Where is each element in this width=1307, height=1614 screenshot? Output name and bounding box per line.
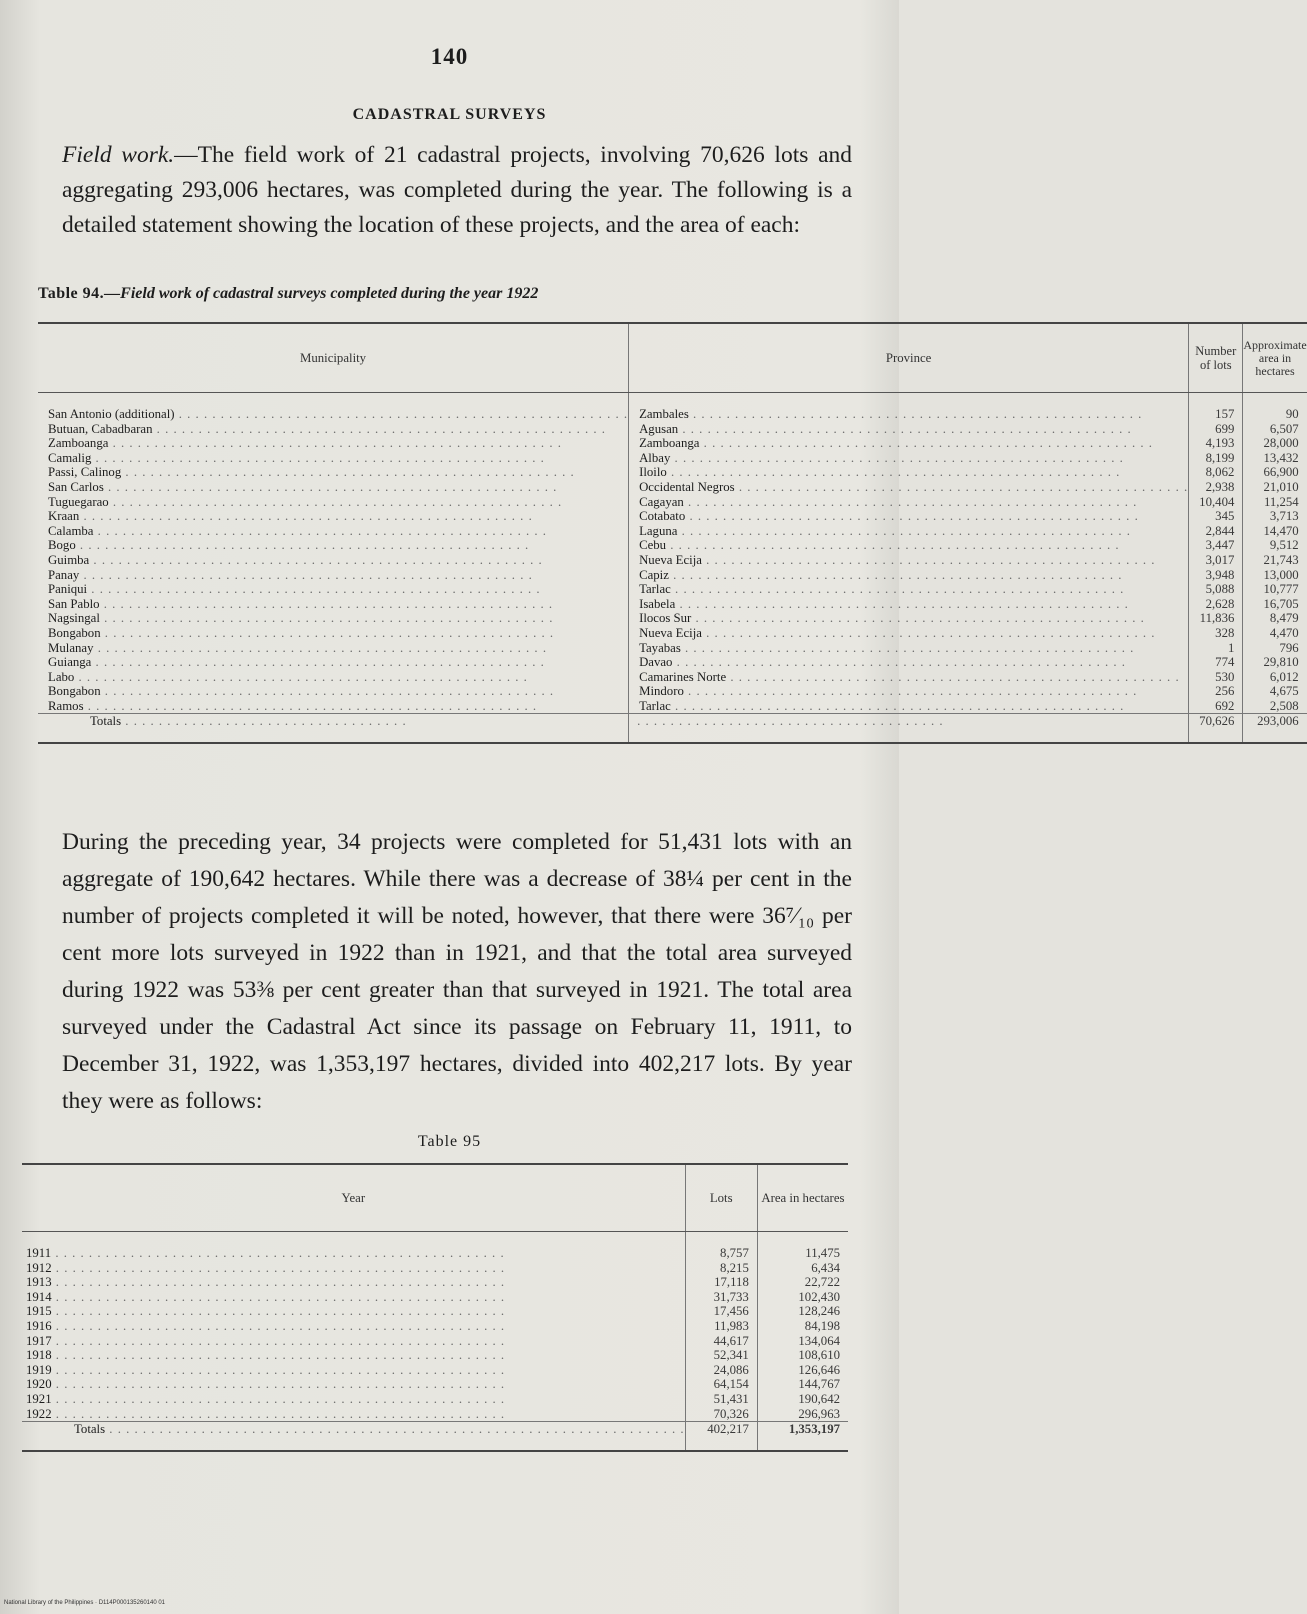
municipality-cell: Calamba . . . . . . . . . . . . . . . . . . . . . . . . . . . . . . . . . . . . . . . . . . . . . . . . . . . . . . xyxy=(48,523,547,538)
lots-cell: 2,938 xyxy=(1205,479,1235,494)
totals-lots: 402,217 xyxy=(685,1422,757,1452)
municipality-cell: Zamboanga . . . . . . . . . . . . . . . . . . . . . . . . . . . . . . . . . . . . . . . . . . . . . . . . . . . . . . xyxy=(48,436,562,451)
area-cell: 28,000 xyxy=(1263,436,1299,451)
province-cell: Capiz . . . . . . . . . . . . . . . . . . . . . . . . . . . . . . . . . . . . . . . . . . . . . . . . . . . . . . xyxy=(639,567,1123,582)
year-cell: 1921 . . . . . . . . . . . . . . . . . . . . . . . . . . . . . . . . . . . . . . . . . . . . . . . . . . . . . . xyxy=(26,1391,506,1406)
area-cell: 90 xyxy=(1285,407,1299,421)
area-cell: 2,508 xyxy=(1269,698,1299,713)
totals-area: 293,006 xyxy=(1243,714,1307,744)
municipality-cell: Nagsingal . . . . . . . . . . . . . . . . . . . . . . . . . . . . . . . . . . . . . . . . . . . . . . . . . . . . . . xyxy=(48,611,554,626)
header-lots: Lots xyxy=(685,1164,757,1232)
lots-cell: 157 xyxy=(1215,407,1235,421)
municipality-cell: Bogo . . . . . . . . . . . . . . . . . . . . . . . . . . . . . . . . . . . . . . . . . . . . . . . . . . . . . . xyxy=(48,538,530,553)
year-cell: 1914 . . . . . . . . . . . . . . . . . . . . . . . . . . . . . . . . . . . . . . . . . . . . . . . . . . . . . . xyxy=(26,1289,506,1304)
province-cell: Occidental Negros . . . . . . . . . . . . . . . . . . . . . . . . . . . . . . . . . . . . . . . . . . . . . . . . . . . . . . xyxy=(639,479,1189,494)
year-cell: 1915 . . . . . . . . . . . . . . . . . . . . . . . . . . . . . . . . . . . . . . . . . . . . . . . . . . . . . . xyxy=(26,1304,506,1319)
page-number: 140 xyxy=(430,44,469,69)
area-cell: 796 xyxy=(1279,640,1299,655)
municipality-cell: Labo . . . . . . . . . . . . . . . . . . . . . . . . . . . . . . . . . . . . . . . . . . . . . . . . . . . . . . xyxy=(48,669,528,684)
lots-cell: 8,757 xyxy=(720,1246,749,1260)
lots-cell: 64,154 xyxy=(713,1377,749,1392)
area-cell: 102,430 xyxy=(798,1289,840,1304)
municipality-cell: Kraan . . . . . . . . . . . . . . . . . . . . . . . . . . . . . . . . . . . . . . . . . . . . . . . . . . . . . . xyxy=(48,509,533,524)
area-cell: 126,646 xyxy=(798,1362,840,1377)
lots-cell: 1 xyxy=(1227,640,1235,655)
totals-label: Totals . . . . . . . . . . . . . . . . . . . . . . . . . . . . . . . . . . xyxy=(38,714,629,744)
area-cell: 11,475 xyxy=(805,1246,840,1260)
year-cell: 1916 . . . . . . . . . . . . . . . . . . . . . . . . . . . . . . . . . . . . . . . . . . . . . . . . . . . . . . xyxy=(26,1318,506,1333)
area-cell: 13,432 xyxy=(1263,450,1299,465)
lots-cell: 11,836 xyxy=(1199,611,1235,626)
lots-cell: 774 xyxy=(1215,655,1235,670)
lots-cell: 11,983 xyxy=(714,1318,749,1333)
province-cell: Nueva Ecija . . . . . . . . . . . . . . . . . . . . . . . . . . . . . . . . . . . . . . . . . . . . . . . . . . . . . . xyxy=(639,625,1156,640)
municipality-column xyxy=(38,393,629,714)
area-cell: 6,507 xyxy=(1269,421,1299,436)
lots-cell: 2,628 xyxy=(1205,596,1235,611)
paragraph-preceding-year: During the preceding year, 34 projects were completed for 51,431 lots with an aggregate of 190,642 hectares. While there was a decrease of 38¼ per cent in the number of projects completed it will be noted, however, that there were 36⁷⁄₁₀ per cent more lots surveyed in 1922 than in 1921, and that the total area surveyed during 1922 was 53⅜ per cent greater than that surveyed in 1921. The total area surveyed under the Cadastral Act since its passage on February 11, 1911, to December 31, 1922, was 1,353,197 hectares, divided into 402,217 lots. By year they were as follows: xyxy=(62,829,852,1114)
municipality-cell: Mulanay . . . . . . . . . . . . . . . . . . . . . . . . . . . . . . . . . . . . . . . . . . . . . . . . . . . . . . xyxy=(48,640,548,655)
municipality-cell: Tuguegarao . . . . . . . . . . . . . . . . . . . . . . . . . . . . . . . . . . . . . . . . . . . . . . . . . . . . . . xyxy=(48,494,563,509)
area-cell: 6,434 xyxy=(811,1260,840,1275)
municipality-cell: Guimba . . . . . . . . . . . . . . . . . . . . . . . . . . . . . . . . . . . . . . . . . . . . . . . . . . . . . . xyxy=(48,552,543,567)
totals-area: 1,353,197 xyxy=(757,1422,848,1452)
lots-cell: 3,017 xyxy=(1205,552,1235,567)
area-cell: 144,767 xyxy=(798,1377,840,1392)
lots-cell: 52,341 xyxy=(713,1348,749,1363)
header-province: Province xyxy=(629,323,1189,393)
lots-cell: 4,193 xyxy=(1205,436,1235,451)
municipality-cell: Guianga . . . . . . . . . . . . . . . . . . . . . . . . . . . . . . . . . . . . . . . . . . . . . . . . . . . . . . xyxy=(48,655,545,670)
province-cell: Tayabas . . . . . . . . . . . . . . . . . . . . . . . . . . . . . . . . . . . . . . . . . . . . . . . . . . . . . . xyxy=(639,640,1135,655)
municipality-cell: San Pablo . . . . . . . . . . . . . . . . . . . . . . . . . . . . . . . . . . . . . . . . . . . . . . . . . . . . . . xyxy=(48,596,554,611)
year-cell: 1922 . . . . . . . . . . . . . . . . . . . . . . . . . . . . . . . . . . . . . . . . . . . . . . . . . . . . . . xyxy=(26,1406,506,1421)
municipality-cell: Ramos . . . . . . . . . . . . . . . . . . . . . . . . . . . . . . . . . . . . . . . . . . . . . . . . . . . . . . xyxy=(48,698,538,713)
province-cell: Cebu . . . . . . . . . . . . . . . . . . . . . . . . . . . . . . . . . . . . . . . . . . . . . . . . . . . . . . xyxy=(639,538,1120,553)
province-cell: Cotabato . . . . . . . . . . . . . . . . . . . . . . . . . . . . . . . . . . . . . . . . . . . . . . . . . . . . . . xyxy=(639,509,1139,524)
municipality-cell: Butuan, Cabadbaran . . . . . . . . . . . . . . . . . . . . . . . . . . . . . . . . . . . . . . . . . . . . . . . . . . . . . . xyxy=(48,421,606,436)
table-94-title: —Field work of cadastral surveys completed during the year 1922 xyxy=(104,285,539,302)
area-cell: 11,254 xyxy=(1263,494,1299,509)
paragraph-field-work xyxy=(62,138,852,243)
lots-cell: 17,118 xyxy=(714,1275,749,1290)
province-cell: Albay . . . . . . . . . . . . . . . . . . . . . . . . . . . . . . . . . . . . . . . . . . . . . . . . . . . . . . xyxy=(639,450,1124,465)
municipality-cell: Panay . . . . . . . . . . . . . . . . . . . . . . . . . . . . . . . . . . . . . . . . . . . . . . . . . . . . . . xyxy=(48,567,533,582)
lots-cell: 328 xyxy=(1215,625,1235,640)
lots-cell: 70,326 xyxy=(713,1406,749,1421)
area-cell: 128,246 xyxy=(798,1304,840,1319)
table-94-caption xyxy=(38,285,858,303)
province-cell: Laguna . . . . . . . . . . . . . . . . . . . . . . . . . . . . . . . . . . . . . . . . . . . . . . . . . . . . . . xyxy=(639,523,1131,538)
year-cell: 1912 . . . . . . . . . . . . . . . . . . . . . . . . . . . . . . . . . . . . . . . . . . . . . . . . . . . . . . xyxy=(26,1260,506,1275)
lots-cell: 345 xyxy=(1215,509,1235,524)
province-cell: Cagayan . . . . . . . . . . . . . . . . . . . . . . . . . . . . . . . . . . . . . . . . . . . . . . . . . . . . . . xyxy=(639,494,1138,509)
table-95-caption: Table 95 xyxy=(417,1133,482,1150)
area-cell: 3,713 xyxy=(1269,509,1299,524)
province-cell: Tarlac . . . . . . . . . . . . . . . . . . . . . . . . . . . . . . . . . . . . . . . . . . . . . . . . . . . . . . xyxy=(639,582,1125,597)
table-94-label: Table 94. xyxy=(38,285,105,302)
province-cell: Zamboanga . . . . . . . . . . . . . . . . . . . . . . . . . . . . . . . . . . . . . . . . . . . . . . . . . . . . . . xyxy=(639,436,1153,451)
footer-archive-stamp: National Library of the Philippines · D114P000135260140 01 xyxy=(4,1600,166,1606)
year-cell: 1920 . . . . . . . . . . . . . . . . . . . . . . . . . . . . . . . . . . . . . . . . . . . . . . . . . . . . . . xyxy=(26,1377,506,1392)
lots-column xyxy=(1189,393,1243,714)
totals-label: Totals . . . . . . . . . . . . . . . . . . . . . . . . . . . . . . . . . . . . . . . . . . . . . . . . . . . . . . . . . . . . . . . . . . . . . xyxy=(22,1422,685,1452)
header-year: Year xyxy=(22,1164,685,1232)
totals-lots: 70,626 xyxy=(1189,714,1243,744)
lots-cell: 8,062 xyxy=(1205,465,1235,480)
header-area-in-hectares: Area in hectares xyxy=(757,1164,848,1232)
lots-cell: 10,404 xyxy=(1199,494,1235,509)
lots-cell: 2,844 xyxy=(1205,523,1235,538)
province-column xyxy=(629,393,1189,714)
area-cell: 4,470 xyxy=(1269,625,1299,640)
province-cell: Davao . . . . . . . . . . . . . . . . . . . . . . . . . . . . . . . . . . . . . . . . . . . . . . . . . . . . . . xyxy=(639,655,1126,670)
province-cell: Ilocos Sur . . . . . . . . . . . . . . . . . . . . . . . . . . . . . . . . . . . . . . . . . . . . . . . . . . . . . . xyxy=(639,611,1145,626)
year-cell: 1913 . . . . . . . . . . . . . . . . . . . . . . . . . . . . . . . . . . . . . . . . . . . . . . . . . . . . . . xyxy=(26,1275,506,1290)
lots-cell: 256 xyxy=(1215,684,1235,699)
year-cell: 1911 . . . . . . . . . . . . . . . . . . . . . . . . . . . . . . . . . . . . . . . . . . . . . . . . . . . . . . xyxy=(26,1246,505,1260)
municipality-cell: Bongabon . . . . . . . . . . . . . . . . . . . . . . . . . . . . . . . . . . . . . . . . . . . . . . . . . . . . . . xyxy=(48,625,555,640)
lots-cell: 3,948 xyxy=(1205,567,1235,582)
municipality-cell: San Antonio (additional) . . . . . . . . . . . . . . . . . . . . . . . . . . . . . . . . . . . . . . . . . . . . . . . . . . . . . . xyxy=(48,407,629,421)
area-cell: 6,012 xyxy=(1269,669,1299,684)
area-cell: 296,963 xyxy=(798,1406,840,1421)
lots-cell: 530 xyxy=(1215,669,1235,684)
area-cell: 134,064 xyxy=(798,1333,840,1348)
area-cell: 21,010 xyxy=(1263,479,1299,494)
province-cell: Tarlac . . . . . . . . . . . . . . . . . . . . . . . . . . . . . . . . . . . . . . . . . . . . . . . . . . . . . . xyxy=(639,698,1125,713)
lots-cell: 3,447 xyxy=(1205,538,1235,553)
lots-cell: 5,088 xyxy=(1205,582,1235,597)
table-95 xyxy=(22,1163,848,1452)
paragraph-lead: Field work. xyxy=(62,142,175,168)
lots-cell: 51,431 xyxy=(713,1391,749,1406)
lots-cell: 699 xyxy=(1215,421,1235,436)
lots-cell: 692 xyxy=(1215,698,1235,713)
municipality-cell: Camalig . . . . . . . . . . . . . . . . . . . . . . . . . . . . . . . . . . . . . . . . . . . . . . . . . . . . . . xyxy=(48,450,545,465)
area-column xyxy=(1243,393,1307,714)
area-cell: 4,675 xyxy=(1269,684,1299,699)
header-approximate-area: Approximate area in hectares xyxy=(1243,323,1307,393)
province-cell: Mindoro . . . . . . . . . . . . . . . . . . . . . . . . . . . . . . . . . . . . . . . . . . . . . . . . . . . . . . xyxy=(639,684,1138,699)
municipality-cell: Bongabon . . . . . . . . . . . . . . . . . . . . . . . . . . . . . . . . . . . . . . . . . . . . . . . . . . . . . . xyxy=(48,684,555,699)
table-94-totals-row xyxy=(38,714,1307,744)
area-cell: 29,810 xyxy=(1263,655,1299,670)
year-column xyxy=(22,1232,685,1422)
area-cell: 9,512 xyxy=(1269,538,1299,553)
section-heading: CADASTRAL SURVEYS xyxy=(352,106,547,123)
header-number-of-lots: Number of lots xyxy=(1189,323,1243,393)
lots-cell: 17,456 xyxy=(713,1304,749,1319)
table-94 xyxy=(38,322,1307,744)
lots-cell: 8,215 xyxy=(720,1260,749,1275)
province-cell: Iloilo . . . . . . . . . . . . . . . . . . . . . . . . . . . . . . . . . . . . . . . . . . . . . . . . . . . . . . xyxy=(639,465,1121,480)
province-cell: Zambales . . . . . . . . . . . . . . . . . . . . . . . . . . . . . . . . . . . . . . . . . . . . . . . . . . . . . . xyxy=(639,407,1143,421)
area-cell: 16,705 xyxy=(1263,596,1299,611)
year-cell: 1917 . . . . . . . . . . . . . . . . . . . . . . . . . . . . . . . . . . . . . . . . . . . . . . . . . . . . . . xyxy=(26,1333,506,1348)
area-cell: 22,722 xyxy=(804,1275,840,1290)
area-cell: 190,642 xyxy=(798,1391,840,1406)
lots-cell: 8,199 xyxy=(1205,450,1235,465)
province-cell: Isabela . . . . . . . . . . . . . . . . . . . . . . . . . . . . . . . . . . . . . . . . . . . . . . . . . . . . . . xyxy=(639,596,1129,611)
lots-column xyxy=(685,1232,757,1422)
area-cell: 66,900 xyxy=(1263,465,1299,480)
province-cell: Agusan . . . . . . . . . . . . . . . . . . . . . . . . . . . . . . . . . . . . . . . . . . . . . . . . . . . . . . xyxy=(639,421,1132,436)
area-cell: 13,000 xyxy=(1263,567,1299,582)
totals-province-blank: . . . . . . . . . . . . . . . . . . . . . . . . . . . . . . . . . . . . . xyxy=(629,714,1189,744)
area-cell: 21,743 xyxy=(1263,552,1299,567)
area-cell: 8,479 xyxy=(1269,611,1299,626)
lots-cell: 44,617 xyxy=(713,1333,749,1348)
municipality-cell: San Carlos . . . . . . . . . . . . . . . . . . . . . . . . . . . . . . . . . . . . . . . . . . . . . . . . . . . . . . xyxy=(48,479,558,494)
paragraph-text: —The field work of 21 cadastral projects, involving 70,626 lots and aggregating 293,006 hectares, was completed during the year. The following is a detailed statement showing the location of these projects, and the area of each: xyxy=(62,142,852,238)
province-cell: Camarines Norte . . . . . . . . . . . . . . . . . . . . . . . . . . . . . . . . . . . . . . . . . . . . . . . . . . . . . . xyxy=(639,669,1180,684)
municipality-cell: Passi, Calinog . . . . . . . . . . . . . . . . . . . . . . . . . . . . . . . . . . . . . . . . . . . . . . . . . . . . . . xyxy=(48,465,575,480)
header-municipality: Municipality xyxy=(38,323,629,393)
province-cell: Nueva Ecija . . . . . . . . . . . . . . . . . . . . . . . . . . . . . . . . . . . . . . . . . . . . . . . . . . . . . . xyxy=(639,552,1156,567)
municipality-cell: Paniqui . . . . . . . . . . . . . . . . . . . . . . . . . . . . . . . . . . . . . . . . . . . . . . . . . . . . . . xyxy=(48,582,541,597)
area-cell: 14,470 xyxy=(1263,523,1299,538)
table-95-totals-row xyxy=(22,1422,848,1452)
area-cell: 108,610 xyxy=(798,1348,840,1363)
lots-cell: 31,733 xyxy=(713,1289,749,1304)
area-cell: 10,777 xyxy=(1263,582,1299,597)
year-cell: 1918 . . . . . . . . . . . . . . . . . . . . . . . . . . . . . . . . . . . . . . . . . . . . . . . . . . . . . . xyxy=(26,1348,506,1363)
year-cell: 1919 . . . . . . . . . . . . . . . . . . . . . . . . . . . . . . . . . . . . . . . . . . . . . . . . . . . . . . xyxy=(26,1362,506,1377)
area-cell: 84,198 xyxy=(804,1318,840,1333)
lots-cell: 24,086 xyxy=(713,1362,749,1377)
area-column xyxy=(757,1232,848,1422)
